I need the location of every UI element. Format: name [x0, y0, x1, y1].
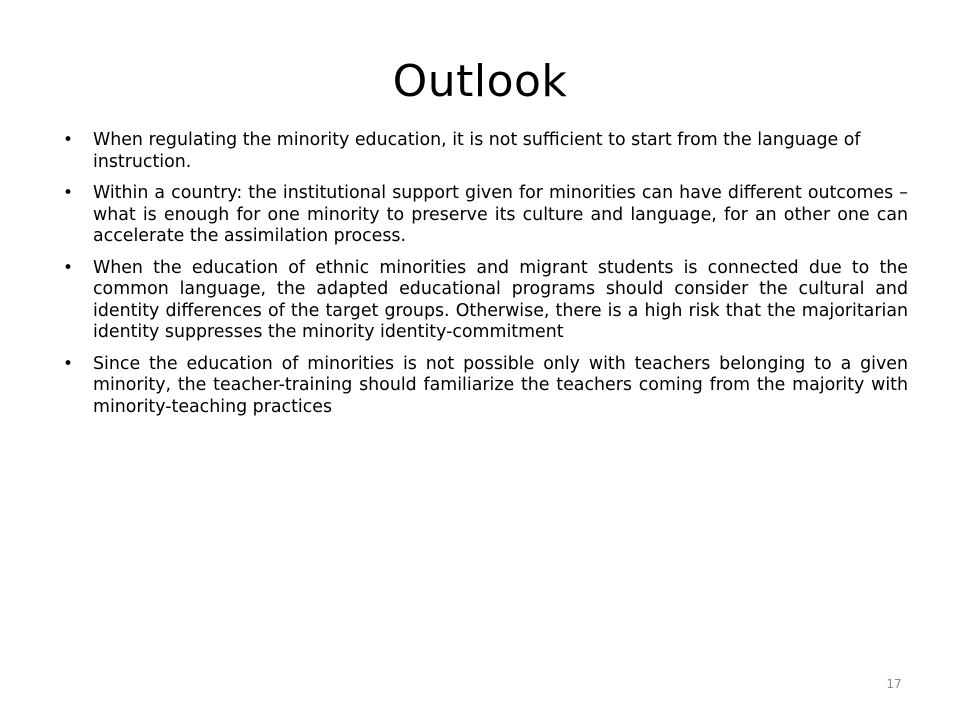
- bullet-item: [60, 183, 908, 248]
- bullet-text: Within a country: the institutional support given for minorities can have different outcomes – what is enough for one minority to preserve its culture and language, for an other one can accelerate the assimilation process.: [93, 183, 908, 246]
- bullet-item: [60, 258, 908, 344]
- bullet-dot-icon: •: [63, 183, 74, 203]
- slide-title: Outlook: [392, 56, 568, 107]
- bullet-item: [60, 354, 908, 419]
- bullet-dot-icon: •: [63, 353, 74, 374]
- page-number: 17: [886, 677, 902, 691]
- bullet-item: [60, 130, 908, 173]
- bullet-dot-icon: •: [63, 130, 74, 150]
- bullet-text: Since the education of minorities is not possible only with teachers belonging to a given minority, the teacher-training should familiarize the teachers coming from the majority with minority-teaching practices: [93, 353, 908, 417]
- bullet-text: When regulating the minority education, it is not sufficient to start from the language of instruction.: [93, 130, 861, 172]
- bullet-list: [60, 130, 908, 428]
- bullet-text: When the education of ethnic minorities and migrant students is connected due to the common language, the adapted educational programs should consider the cultural and identity differences of the target groups. Otherwise, there is a high risk that the majoritarian identity suppresses the minority identity-commitment: [93, 257, 908, 342]
- bullet-dot-icon: •: [63, 257, 74, 278]
